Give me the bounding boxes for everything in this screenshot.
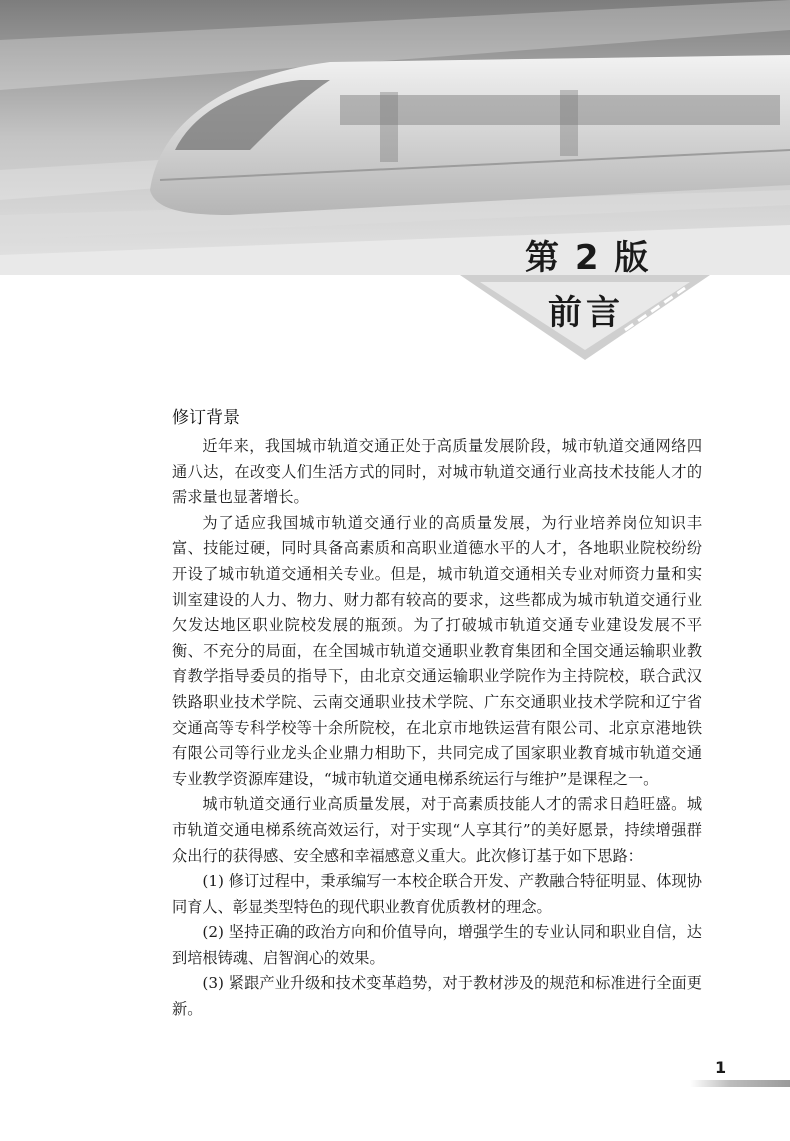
edition-label: 第 2 版	[525, 238, 651, 275]
paragraph: 城市轨道交通行业高质量发展，对于高素质技能人才的需求日趋旺盛。城市轨道交通电梯系统高效运行，对于实现“人享其行”的美好愿景，持续增强群众出行的获得感、安全感和幸福感意义重大。此次修订基于如下思路：	[172, 795, 702, 865]
page-number-bar	[690, 1080, 790, 1087]
section-heading: 修订背景	[172, 408, 240, 428]
header-banner	[0, 0, 790, 275]
page-title: 前言	[548, 293, 624, 333]
train-illustration	[0, 0, 790, 275]
page-number: 1	[715, 1058, 727, 1077]
paragraph: (1) 修订过程中，秉承编写一本校企联合开发、产教融合特征明显、体现协同育人、彰显类型特色的现代职业教育优质教材的理念。	[172, 872, 702, 916]
body-text	[172, 434, 702, 1023]
paragraph: (2) 坚持正确的政治方向和价值导向，增强学生的专业认同和职业自信，达到培根铸魂、启智润心的效果。	[172, 923, 702, 967]
paragraph: 近年来，我国城市轨道交通正处于高质量发展阶段，城市轨道交通网络四通八达，在改变人们生活方式的同时，对城市轨道交通行业高技术技能人才的需求量也显著增长。	[172, 437, 702, 507]
paragraph: 为了适应我国城市轨道交通行业的高质量发展，为行业培养岗位知识丰富、技能过硬，同时具备高素质和高职业道德水平的人才，各地职业院校纷纷开设了城市轨道交通相关专业。但是，城市轨道交通相关专业对师资力量和实训室建设的人力、物力、财力都有较高的要求，这些都成为城市轨道交通行业欠发达地区职业院校发展的瓶颈。为了打破城市轨道交通专业建设发展不平衡、不充分的局面，在全国城市轨道交通职业教育集团和全国交通运输职业教育教学指导委员的指导下，由北京交通运输职业学院作为主持院校，联合武汉铁路职业技术学院、云南交通职业技术学院、广东交通职业技术学院和辽宁省交通高等专科学校等十余所院校，在北京市地铁运营有限公司、北京京港地铁有限公司等行业龙头企业鼎力相助下，共同完成了国家职业教育城市轨道交通专业教学资源库建设，“城市轨道交通电梯系统运行与维护”是课程之一。	[172, 513, 702, 788]
paragraph: (3) 紧跟产业升级和技术变革趋势，对于教材涉及的规范和标准进行全面更新。	[172, 974, 702, 1019]
